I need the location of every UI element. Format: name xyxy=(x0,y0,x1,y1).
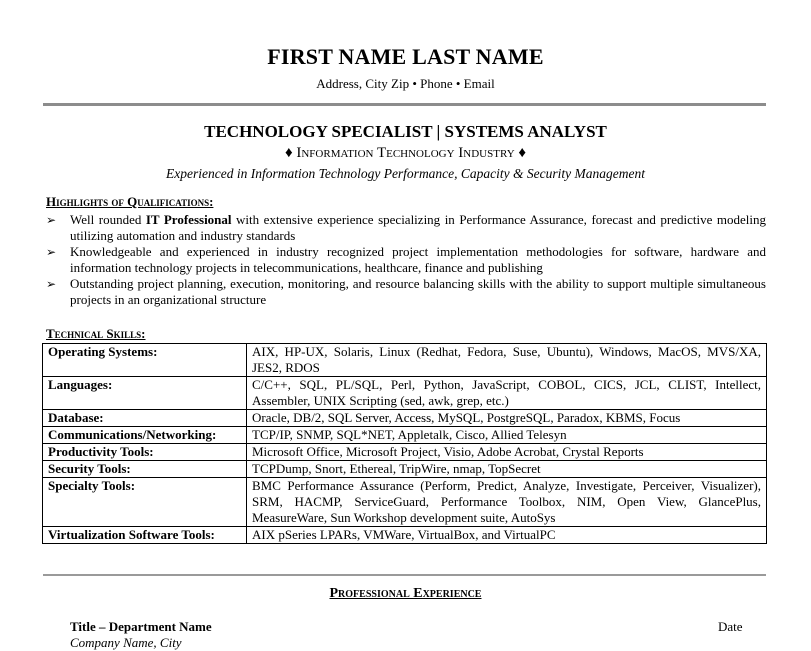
tagline: Experienced in Information Technology Performance, Capacity & Security Management xyxy=(165,166,645,181)
professional-experience-heading: Professional Experience xyxy=(329,586,482,601)
skill-values: Oracle, DB/2, SQL Server, Access, MySQL, PostgreSQL, Paradox, KBMS, Focus xyxy=(247,410,767,427)
skill-category: Security Tools: xyxy=(43,461,247,478)
table-row xyxy=(43,527,767,544)
skill-category: Communications/Networking: xyxy=(43,427,247,444)
highlights-heading: Highlights of Qualifications: xyxy=(46,194,214,209)
skill-category: Operating Systems: xyxy=(43,344,247,377)
highlight-text-pre: Well rounded xyxy=(70,212,146,227)
header-divider xyxy=(43,103,766,106)
arrow-bullet-icon: ➢ xyxy=(46,213,57,227)
table-row xyxy=(43,444,767,461)
position-title: Title – Department Name xyxy=(70,619,212,634)
position-date: Date xyxy=(718,619,743,634)
skill-category: Specialty Tools: xyxy=(43,478,247,527)
highlight-text-post: with extensive experience specializing in Performance Assurance, forecast and predictive modeling utilizing automation and industry standards xyxy=(70,212,766,243)
experience-divider xyxy=(43,574,766,576)
arrow-bullet-icon: ➢ xyxy=(46,277,57,291)
highlight-item xyxy=(46,212,766,244)
skill-values: TCP/IP, SNMP, SQL*NET, Appletalk, Cisco, Allied Telesyn xyxy=(247,427,767,444)
candidate-name: FIRST NAME LAST NAME xyxy=(267,44,544,69)
skill-category: Database: xyxy=(43,410,247,427)
technical-skills-heading: Technical Skills: xyxy=(46,326,146,341)
contact-line: Address, City Zip • Phone • Email xyxy=(316,76,495,91)
highlight-text: Knowledgeable and experienced in industry recognized project implementation methodologies for software, hardware and information technology projects in telecommunications, healthcare, finance and publishing xyxy=(70,244,766,275)
skill-values: TCPDump, Snort, Ethereal, TripWire, nmap, TopSecret xyxy=(247,461,767,478)
skill-values: Microsoft Office, Microsoft Project, Visio, Adobe Acrobat, Crystal Reports xyxy=(247,444,767,461)
table-row xyxy=(43,410,767,427)
skill-category: Virtualization Software Tools: xyxy=(43,527,247,544)
table-row xyxy=(43,461,767,478)
highlight-item xyxy=(46,276,766,308)
company-name: Company Name, City xyxy=(70,635,182,650)
highlight-text-bold: IT Professional xyxy=(145,212,232,227)
industry-line: ♦ Information Technology Industry ♦ xyxy=(284,145,527,161)
table-row xyxy=(43,427,767,444)
table-row xyxy=(43,377,767,410)
skill-category: Productivity Tools: xyxy=(43,444,247,461)
skill-values: AIX pSeries LPARs, VMWare, VirtualBox, and VirtualPC xyxy=(247,527,767,544)
highlights-list xyxy=(46,212,766,308)
arrow-bullet-icon: ➢ xyxy=(46,245,57,259)
skill-category: Languages: xyxy=(43,377,247,410)
skill-values: AIX, HP-UX, Solaris, Linux (Redhat, Fedora, Suse, Ubuntu), Windows, MacOS, MVS/XA, JES2, RDOS xyxy=(247,344,767,377)
skill-values: BMC Performance Assurance (Perform, Predict, Analyze, Investigate, Perceiver, Visualizer), SRM, HACMP, ServiceGuard, Performance Toolbox, NIM, Open View, GlancePlus, MeasureWare, Sun Workshop development suite, AutoSys xyxy=(247,478,767,527)
table-row xyxy=(43,344,767,377)
highlight-item xyxy=(46,244,766,276)
table-row xyxy=(43,478,767,527)
highlight-text: Outstanding project planning, execution, monitoring, and resource balancing skills with the ability to support multiple simultaneous projects in an organizational structure xyxy=(70,276,766,307)
technical-skills-table xyxy=(42,343,767,544)
skill-values: C/C++, SQL, PL/SQL, Perl, Python, JavaScript, COBOL, CICS, JCL, CLIST, Intellect, Assembler, UNIX Scripting (sed, awk, grep, etc.) xyxy=(247,377,767,410)
job-title: TECHNOLOGY SPECIALIST | SYSTEMS ANALYST xyxy=(204,122,607,141)
